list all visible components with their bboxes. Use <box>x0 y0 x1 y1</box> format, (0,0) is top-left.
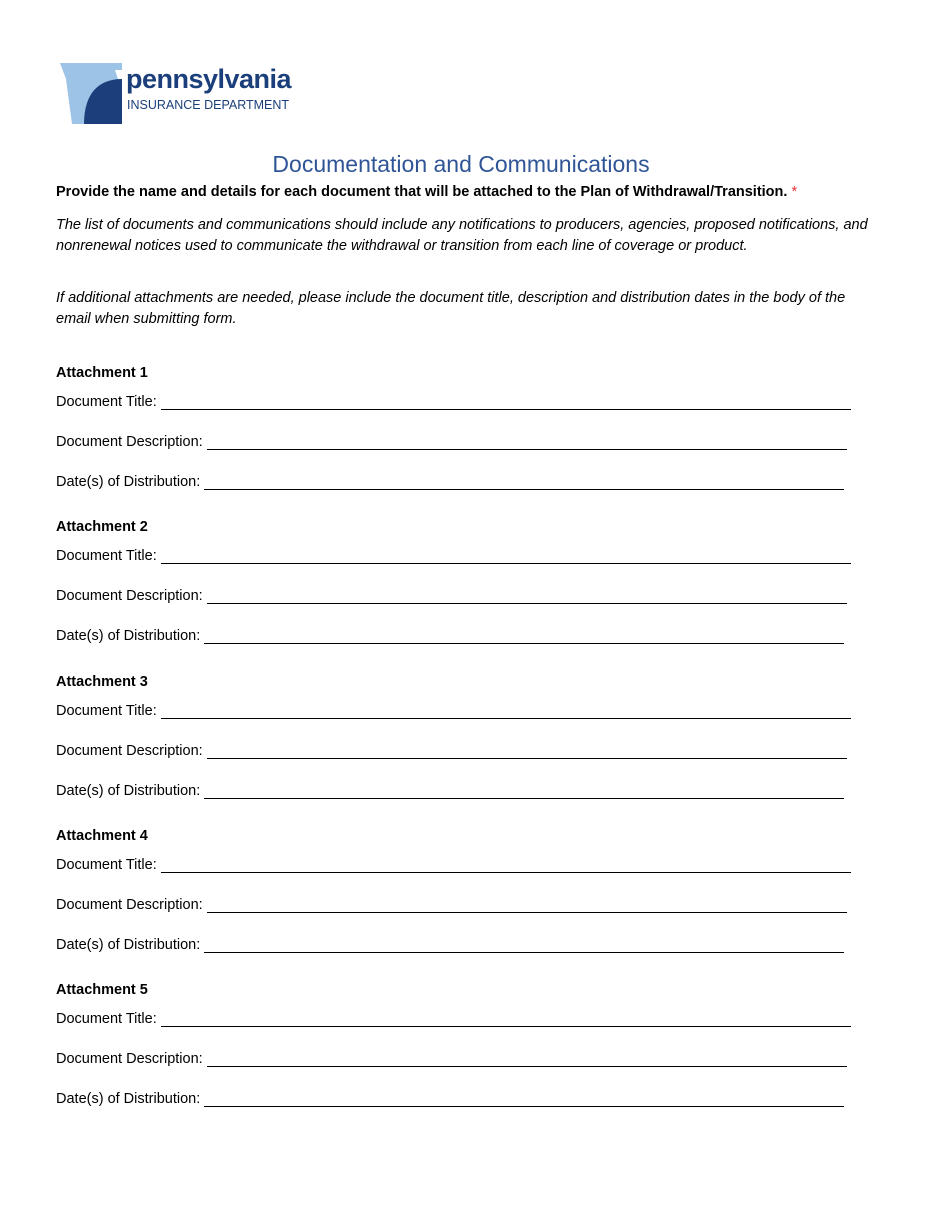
keystone-icon <box>58 60 124 124</box>
distribution-dates-input[interactable] <box>204 935 844 953</box>
distribution-dates-field <box>56 472 856 494</box>
document-title-field <box>56 1009 860 1031</box>
distribution-dates-label: Date(s) of Distribution: <box>56 783 201 799</box>
required-indicator: * <box>791 184 798 200</box>
distribution-dates-input[interactable] <box>204 472 844 490</box>
distribution-dates-label: Date(s) of Distribution: <box>56 628 201 644</box>
documents-note: The list of documents and communications should include any notifications to producers, agencies, proposed notifications, and nonrenewal notices used to communicate the withdrawal or transition from each line of coverage or product. <box>56 217 868 254</box>
attachment-section <box>56 672 876 822</box>
document-description-field <box>56 586 858 608</box>
document-title-label: Document Title: <box>56 1011 157 1027</box>
document-description-label: Document Description: <box>56 897 203 913</box>
distribution-dates-field <box>56 626 856 648</box>
document-title-label: Document Title: <box>56 548 157 564</box>
document-title-input[interactable] <box>161 392 851 410</box>
document-title-input[interactable] <box>161 1009 851 1027</box>
distribution-dates-input[interactable] <box>204 781 844 799</box>
document-description-input[interactable] <box>207 1049 847 1067</box>
attachment-section <box>56 826 876 976</box>
pa-insurance-logo <box>58 58 298 124</box>
instruction-label: Provide the name and details for each document that will be attached to the Plan of Withdrawal/Transition. <box>56 184 788 200</box>
attachment-heading: Attachment 1 <box>56 365 148 381</box>
document-title-input[interactable] <box>161 701 851 719</box>
attachment-heading: Attachment 2 <box>56 519 148 535</box>
attachment-heading: Attachment 5 <box>56 982 148 998</box>
document-description-field <box>56 1049 858 1071</box>
document-title-field <box>56 855 860 877</box>
document-description-input[interactable] <box>207 586 847 604</box>
logo-subtitle: INSURANCE DEPARTMENT <box>127 98 290 112</box>
document-description-label: Document Description: <box>56 1051 203 1067</box>
distribution-dates-label: Date(s) of Distribution: <box>56 1091 201 1107</box>
distribution-dates-field <box>56 935 856 957</box>
distribution-dates-input[interactable] <box>204 1089 844 1107</box>
document-title-field <box>56 392 860 414</box>
distribution-dates-label: Date(s) of Distribution: <box>56 474 201 490</box>
instruction-text <box>56 181 876 203</box>
document-description-input[interactable] <box>207 432 847 450</box>
attachment-heading: Attachment 4 <box>56 828 148 844</box>
document-description-label: Document Description: <box>56 434 203 450</box>
document-title-label: Document Title: <box>56 703 157 719</box>
document-description-input[interactable] <box>207 741 847 759</box>
page-title: Documentation and Communications <box>272 151 650 177</box>
additional-attachments-note: If additional attachments are needed, please include the document title, description and distribution dates in the body of the email when submitting form. <box>56 290 846 327</box>
document-description-field <box>56 895 858 917</box>
attachment-heading: Attachment 3 <box>56 674 148 690</box>
attachment-section <box>56 363 876 513</box>
document-title-label: Document Title: <box>56 394 157 410</box>
document-title-input[interactable] <box>161 546 851 564</box>
document-description-label: Document Description: <box>56 743 203 759</box>
logo-wordmark: pennsylvania <box>126 64 292 94</box>
document-title-field <box>56 546 860 568</box>
distribution-dates-field <box>56 1089 856 1111</box>
document-title-label: Document Title: <box>56 857 157 873</box>
document-description-field <box>56 432 858 454</box>
distribution-dates-field <box>56 781 856 803</box>
distribution-dates-label: Date(s) of Distribution: <box>56 937 201 953</box>
document-description-input[interactable] <box>207 895 847 913</box>
document-description-field <box>56 741 858 763</box>
document-title-input[interactable] <box>161 855 851 873</box>
attachment-section <box>56 980 876 1130</box>
document-description-label: Document Description: <box>56 588 203 604</box>
distribution-dates-input[interactable] <box>204 626 844 644</box>
attachment-section <box>56 517 876 667</box>
document-title-field <box>56 701 860 723</box>
